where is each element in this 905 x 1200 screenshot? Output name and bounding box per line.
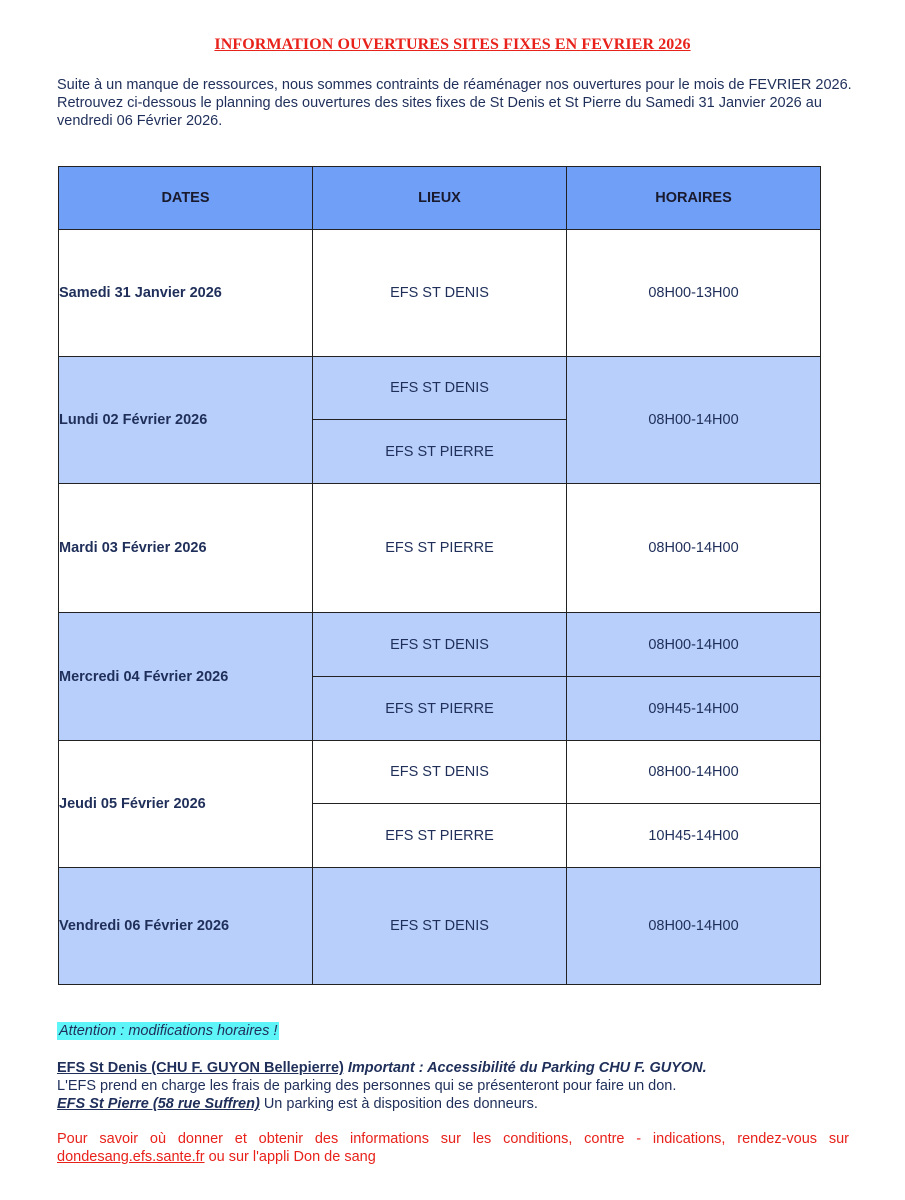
row-lieu: EFS ST PIERRE bbox=[313, 677, 567, 741]
row-lieu: EFS ST DENIS bbox=[313, 357, 567, 420]
intro-line-2: Retrouvez ci-dessous le planning des ouvertures des sites fixes de St Denis et St Pierre du Samedi 31 Janvier 2026 au vendredi 06 Février 2026. bbox=[57, 95, 822, 129]
row-date: Mercredi 04 Février 2026 bbox=[59, 613, 313, 741]
row-horaire: 10H45-14H00 bbox=[567, 804, 821, 868]
row-date: Lundi 02 Février 2026 bbox=[59, 357, 313, 484]
row-date: Jeudi 05 Février 2026 bbox=[59, 741, 313, 868]
row-lieu: EFS ST PIERRE bbox=[313, 484, 567, 613]
row-lieu: EFS ST PIERRE bbox=[313, 804, 567, 868]
site-notes bbox=[57, 1059, 857, 1113]
page-title: INFORMATION OUVERTURES SITES FIXES EN FEVRIER 2026 bbox=[214, 36, 691, 53]
row-horaire: 08H00-14H00 bbox=[567, 613, 821, 677]
row-horaire: 08H00-14H00 bbox=[567, 484, 821, 613]
planning-table bbox=[58, 166, 821, 985]
stpierre-text: Un parking est à disposition des donneurs. bbox=[263, 1096, 538, 1112]
row-lieu: EFS ST DENIS bbox=[313, 613, 567, 677]
row-horaire: 08H00-13H00 bbox=[567, 230, 821, 357]
stdenis-important: Important : Accessibilité du Parking CHU F. GUYON. bbox=[347, 1060, 707, 1076]
dondesang-link[interactable]: dondesang.efs.sante.fr bbox=[57, 1149, 205, 1165]
header-horaires: HORAIRES bbox=[567, 167, 821, 230]
row-horaire: 08H00-14H00 bbox=[567, 741, 821, 804]
intro-text bbox=[57, 76, 857, 130]
row-horaire: 08H00-14H00 bbox=[567, 868, 821, 985]
row-lieu: EFS ST PIERRE bbox=[313, 420, 567, 484]
attention-note: Attention : modifications horaires ! bbox=[59, 1023, 278, 1039]
stdenis-label: EFS St Denis (CHU F. GUYON Bellepierre) bbox=[57, 1060, 344, 1076]
stdenis-note bbox=[57, 1059, 857, 1077]
row-date: Vendredi 06 Février 2026 bbox=[59, 868, 313, 985]
footer-info bbox=[57, 1130, 849, 1166]
row-lieu: EFS ST DENIS bbox=[313, 741, 567, 804]
row-lieu: EFS ST DENIS bbox=[313, 230, 567, 357]
footer-suffix: ou sur l'appli Don de sang bbox=[208, 1149, 376, 1165]
row-date: Mardi 03 Février 2026 bbox=[59, 484, 313, 613]
header-dates: DATES bbox=[59, 167, 313, 230]
row-lieu: EFS ST DENIS bbox=[313, 868, 567, 985]
table-row bbox=[59, 613, 821, 677]
row-date: Samedi 31 Janvier 2026 bbox=[59, 230, 313, 357]
stdenis-text: L'EFS prend en charge les frais de parking des personnes qui se présenteront pour faire un don. bbox=[57, 1078, 677, 1094]
table-row bbox=[59, 741, 821, 804]
stpierre-label: EFS St Pierre (58 rue Suffren) bbox=[57, 1096, 260, 1112]
intro-line-1: Suite à un manque de ressources, nous sommes contraints de réaménager nos ouvertures pour le mois de FEVRIER 2026. bbox=[57, 77, 852, 93]
footer-text: Pour savoir où donner et obtenir des informations sur les conditions, contre - indications, rendez-vous sur bbox=[57, 1131, 849, 1147]
header-lieux: LIEUX bbox=[313, 167, 567, 230]
row-horaire: 09H45-14H00 bbox=[567, 677, 821, 741]
row-horaire: 08H00-14H00 bbox=[567, 357, 821, 484]
table-row bbox=[59, 484, 821, 613]
stpierre-note bbox=[57, 1095, 857, 1113]
table-row bbox=[59, 357, 821, 420]
table-row bbox=[59, 868, 821, 985]
table-row bbox=[59, 230, 821, 357]
footer-paragraph bbox=[57, 1130, 849, 1166]
